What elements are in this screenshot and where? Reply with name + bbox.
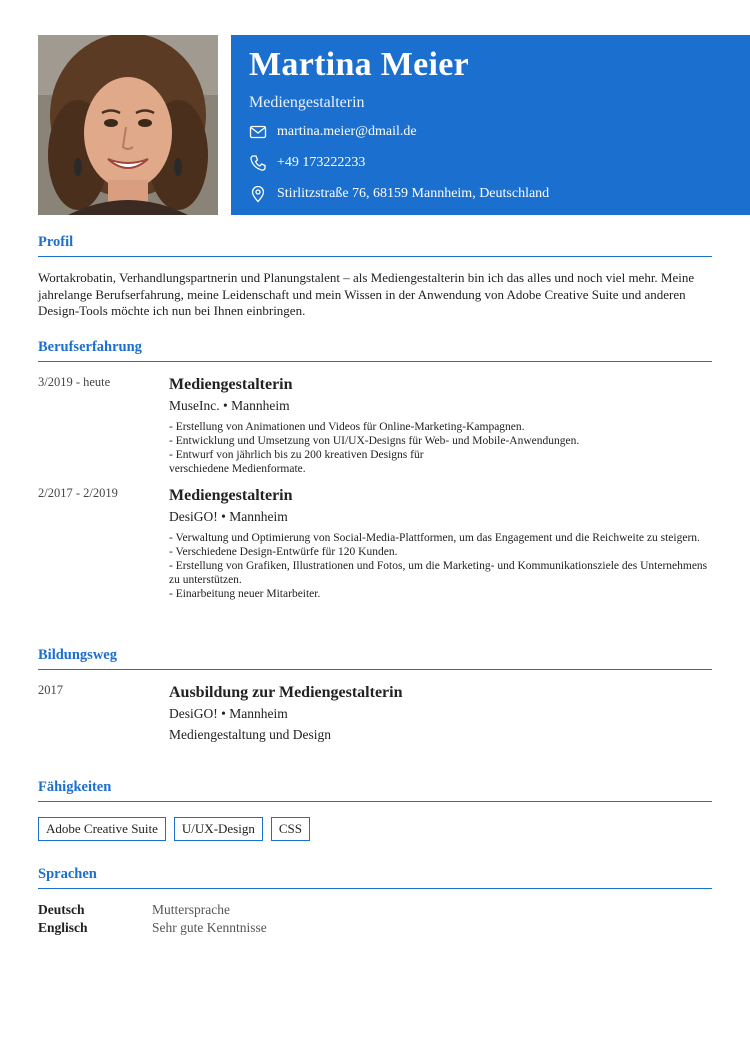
entry-date: 3/2019 - heute xyxy=(38,375,111,389)
header-banner xyxy=(231,35,750,215)
language-name: Englisch xyxy=(38,920,88,935)
language-level: Muttersprache xyxy=(152,902,230,917)
profile-text: Wortakrobatin, Verhandlungspartnerin und Planungstalent – als Mediengestalterin bin ich das alles und noch viel mehr. Meine jahrelange Berufserfahrung, meine Leidenschaft und mein Wissen in der Anwendung von Adobe Creative Suite und anderen Design-Tools möchte ich nun bei Ihnen einbringen. xyxy=(38,270,695,318)
entry-bullets xyxy=(169,420,714,476)
entry-date: 2017 xyxy=(38,683,63,697)
profile-photo xyxy=(38,35,218,215)
entry-role: Mediengestalterin xyxy=(169,487,293,504)
entry-company: DesiGO! • Mannheim xyxy=(169,509,288,524)
section-title-languages: Sprachen xyxy=(38,866,712,889)
phone-icon xyxy=(249,154,267,172)
bullet-item: - Erstellung von Animationen und Videos für Online-Marketing-Kampagnen. xyxy=(169,421,525,433)
section-title-profile: Profil xyxy=(38,234,712,257)
entry-bullets xyxy=(169,531,714,601)
email-text[interactable]: martina.meier@dmail.de xyxy=(277,124,417,140)
entry-date: 2/2017 - 2/2019 xyxy=(38,486,118,500)
entry-description: Mediengestaltung und Design xyxy=(169,727,331,742)
skill-tag: U/UX-Design xyxy=(174,817,263,841)
section-title-experience: Berufserfahrung xyxy=(38,339,712,362)
language-row xyxy=(38,920,267,936)
entry-role: Mediengestalterin xyxy=(169,376,293,393)
bullet-item: - Verschiedene Design-Entwürfe für 120 Kunden. xyxy=(169,546,398,558)
entry-role: Ausbildung zur Mediengestalterin xyxy=(169,684,403,701)
contact-address xyxy=(249,184,732,205)
skill-tag: CSS xyxy=(271,817,310,841)
mail-icon xyxy=(249,123,267,141)
address-text: Stirlitzstraße 76, 68159 Mannheim, Deutschland xyxy=(277,186,550,202)
phone-text[interactable]: +49 173222233 xyxy=(277,155,366,171)
section-title-education: Bildungsweg xyxy=(38,647,712,670)
skills-list xyxy=(38,817,310,841)
section-title-skills: Fähigkeiten xyxy=(38,779,712,802)
bullet-item: verschiedene Medienformate. xyxy=(169,463,306,475)
language-level: Sehr gute Kenntnisse xyxy=(152,920,267,935)
bullet-item: - Verwaltung und Optimierung von Social-Media-Plattformen, um das Engagement und die Reichweite zu steigern. xyxy=(169,532,700,544)
bullet-item: - Entwurf von jährlich bis zu 200 kreativen Designs für xyxy=(169,449,424,461)
skill-tag: Adobe Creative Suite xyxy=(38,817,166,841)
entry-company: DesiGO! • Mannheim xyxy=(169,706,288,721)
person-name: Martina Meier xyxy=(249,46,470,83)
portrait-image xyxy=(38,35,218,215)
bullet-item: - Erstellung von Grafiken, Illustrationen und Fotos, um die Marketing- und Kommunikationsziele des Unternehmens zu unterstützen. xyxy=(169,560,708,586)
bullet-item: - Einarbeitung neuer Mitarbeiter. xyxy=(169,588,321,600)
language-row xyxy=(38,902,230,918)
language-name: Deutsch xyxy=(38,902,85,917)
contact-phone[interactable] xyxy=(249,153,732,174)
bullet-item: - Entwicklung und Umsetzung von UI/UX-Designs für Web- und Mobile-Anwendungen. xyxy=(169,435,580,447)
contact-email[interactable] xyxy=(249,122,732,143)
location-pin-icon xyxy=(249,185,267,203)
job-title: Mediengestalterin xyxy=(249,93,365,111)
entry-company: MuseInc. • Mannheim xyxy=(169,398,290,413)
